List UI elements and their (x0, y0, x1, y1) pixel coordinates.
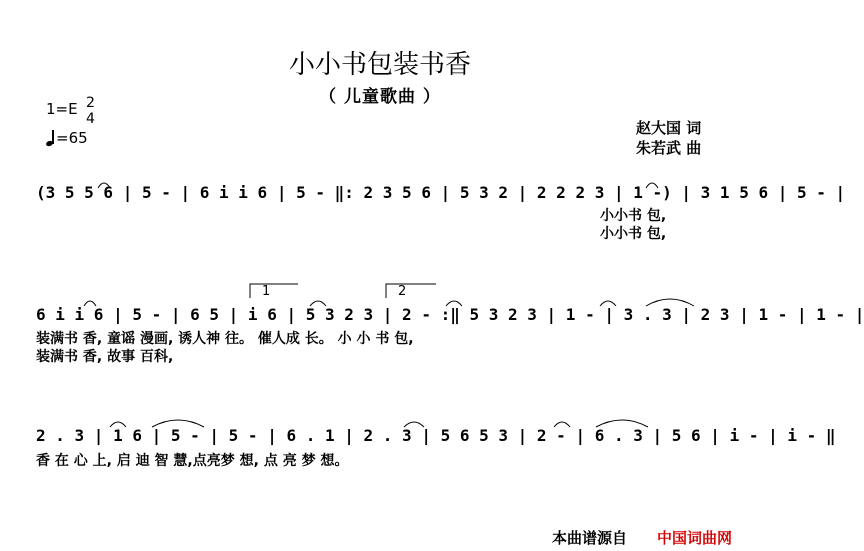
volta-bracket-2-line (386, 284, 436, 298)
slur-mark (404, 422, 424, 427)
volta-bracket-2: 2 (398, 284, 407, 299)
lyricist-credit: 赵大国 词 (636, 119, 702, 137)
tie-mark (152, 420, 204, 427)
site-name-link[interactable]: 中国词曲网 (657, 529, 733, 547)
score-line-2: 6 i i 6 | 5 - | 6 5 | i 6 | 5 3 2 3 | 2 - :‖ 5 3 2 3 | 1 - | 3 . 3 | 2 3 | 1 - | 1 - | (36, 305, 864, 324)
song-title: 小小书包装书香 (288, 50, 471, 80)
slur-mark (554, 422, 570, 427)
song-genre: （ 儿童歌曲 ） (319, 87, 441, 107)
slur-mark (446, 301, 462, 306)
volta-bracket-1: 1 (262, 284, 271, 299)
slur-mark (600, 301, 616, 306)
tempo-value: =65 (56, 129, 88, 147)
slur-mark (310, 301, 326, 306)
score-line-1: (3 5 5 6 | 5 - | 6 i i 6 | 5 - ‖: 2 3 5 6 | 5 3 2 | 2 2 2 3 | 1 -) | 3 1 5 6 | 5 - | (36, 183, 846, 202)
time-signature-denominator: 4 (86, 111, 95, 127)
source-label: 本曲谱源自 (552, 529, 628, 547)
lyrics-verse-1: 小小书 包, (600, 208, 667, 224)
composer-credit: 朱若武 曲 (636, 139, 702, 157)
lyrics-verse-2: 小小书 包, (600, 226, 667, 242)
score-line-3: 2 . 3 | 1 6 | 5 - | 5 - | 6 . 1 | 2 . 3 | 5 6 5 3 | 2 - | 6 . 3 | 5 6 | i - | i - ‖ (36, 426, 836, 445)
slur-mark (98, 183, 110, 188)
key-signature: 1=E (46, 100, 78, 118)
slur-mark (110, 422, 126, 427)
lyrics-verse-2: 装满书 香, 故事 百科, (36, 349, 174, 365)
slur-mark (84, 301, 96, 306)
lyrics-line-3: 香 在 心 上, 启 迪 智 慧,点亮梦 想, 点 亮 梦 想。 (36, 453, 349, 469)
volta-bracket-1-line (250, 284, 298, 298)
lyrics-verse-1: 装满书 香, 童谣 漫画, 诱人神 往。 催人成 长。 小 小 书 包, (36, 331, 414, 347)
tie-mark (596, 420, 648, 427)
slur-mark (646, 183, 658, 188)
time-signature-numerator: 2 (86, 95, 95, 111)
tie-mark (646, 299, 694, 306)
